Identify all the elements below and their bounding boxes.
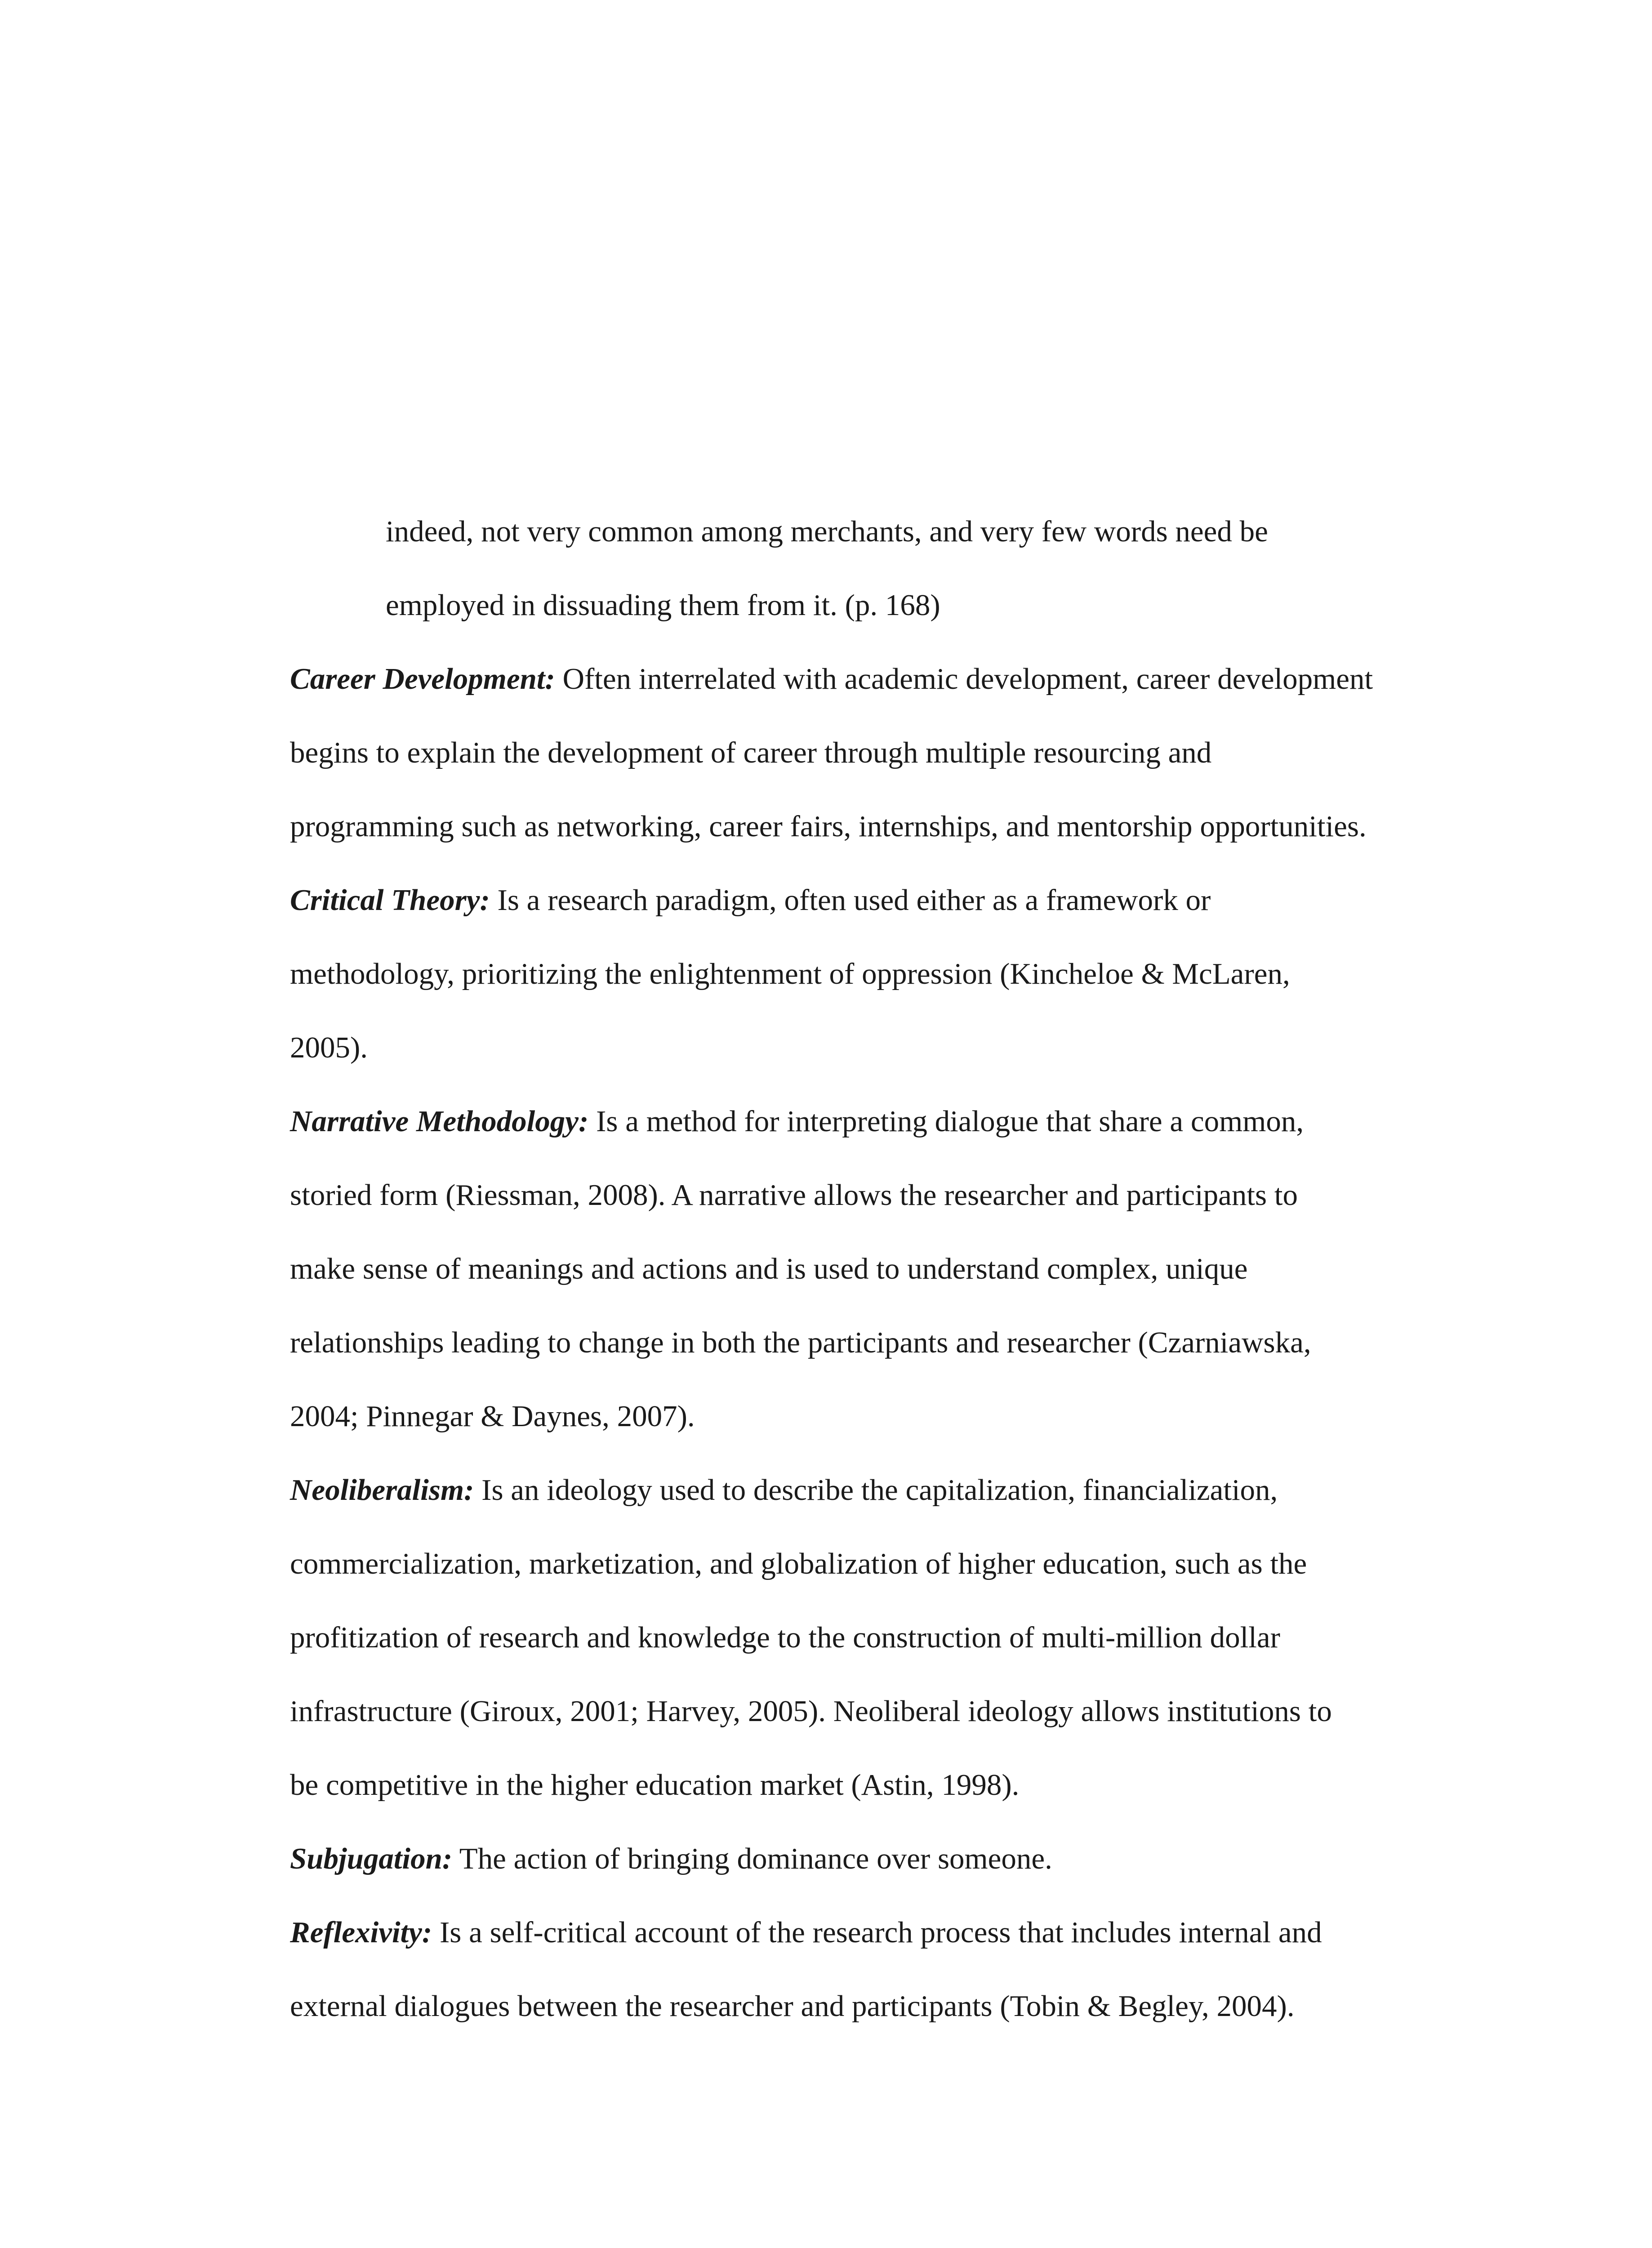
definition-line: profitization of research and knowledge to the construction of multi-million dollar [290,1621,1280,1654]
definition-term: Career Development: [290,662,555,696]
definition-text: Often interrelated with academic development, career development [555,662,1373,696]
definition-text: Is an ideology used to describe the capitalization, financialization, [474,1473,1278,1507]
definition-line: 2005). [290,1031,368,1064]
definition-line: commercialization, marketization, and globalization of higher education, such as the [290,1547,1307,1580]
definition-career-development [290,661,1373,697]
definition-neoliberalism [290,1472,1278,1508]
definition-line: 2004; Pinnegar & Daynes, 2007). [290,1400,695,1433]
definition-line: be competitive in the higher education market (Astin, 1998). [290,1768,1020,1802]
definition-text: The action of bringing dominance over someone. [452,1842,1052,1875]
definition-text: Is a self-critical account of the research process that includes internal and [432,1916,1322,1949]
definition-line: begins to explain the development of career through multiple resourcing and [290,736,1212,769]
quote-line: indeed, not very common among merchants, and very few words need be [386,515,1268,548]
definition-term: Reflexivity: [290,1916,432,1949]
definition-subjugation [290,1841,1052,1877]
definition-line: external dialogues between the researcher and participants (Tobin & Begley, 2004). [290,1989,1295,2023]
definition-line: relationships leading to change in both the participants and researcher (Czarniawska, [290,1326,1311,1359]
definition-text: Is a method for interpreting dialogue that share a common, [588,1105,1304,1138]
definition-text: Is a research paradigm, often used either as a framework or [490,883,1211,917]
definition-line: methodology, prioritizing the enlightenment of oppression (Kincheloe & McLaren, [290,957,1290,990]
definition-term: Critical Theory: [290,883,490,917]
definition-term: Neoliberalism: [290,1473,474,1507]
definition-term: Subjugation: [290,1842,453,1875]
quote-line: employed in dissuading them from it. (p. 168) [386,589,940,622]
definition-reflexivity [290,1914,1322,1950]
definition-term: Narrative Methodology: [290,1105,589,1138]
definition-line: programming such as networking, career fairs, internships, and mentorship opportunities. [290,810,1367,843]
definition-line: make sense of meanings and actions and is used to understand complex, unique [290,1252,1248,1285]
definition-narrative-methodology [290,1103,1304,1139]
definition-critical-theory [290,882,1211,918]
definition-line: infrastructure (Giroux, 2001; Harvey, 2005). Neoliberal ideology allows institutions to [290,1695,1332,1728]
definition-line: storied form (Riessman, 2008). A narrative allows the researcher and participants to [290,1178,1298,1212]
